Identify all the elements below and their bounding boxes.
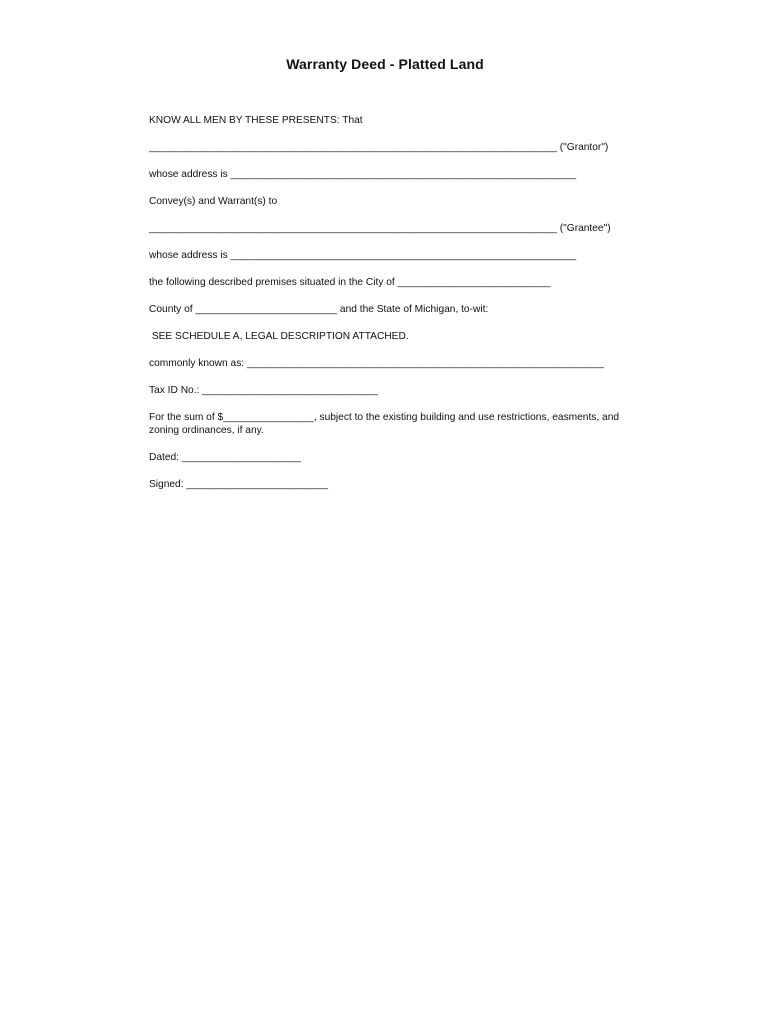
schedule-a-line: SEE SCHEDULE A, LEGAL DESCRIPTION ATTACHED. [149, 331, 409, 342]
grantor-address-line: whose address is _____________________________________________________________ [149, 169, 577, 180]
grantee-address-line: whose address is _____________________________________________________________ [149, 250, 577, 261]
commonly-known-as-line: commonly known as: _______________________________________________________________ [149, 358, 604, 369]
signed-line: Signed: _________________________ [149, 479, 329, 490]
convey-warrant-line: Convey(s) and Warrant(s) to [149, 196, 278, 207]
grantee-line: ________________________________________________________________________ ("Grantee") [149, 223, 611, 234]
premises-city-line: the following described premises situated in the City of ___________________________ [149, 277, 551, 288]
consideration-paragraph: For the sum of $________________, subject to the existing building and use restrictions, easments, and zoning ordinances, if any. [149, 412, 620, 436]
know-all-men-line: KNOW ALL MEN BY THESE PRESENTS: That [149, 115, 363, 126]
dated-line: Dated: _____________________ [149, 452, 301, 463]
document-title: Warranty Deed - Platted Land [286, 56, 484, 72]
tax-id-line: Tax ID No.: _______________________________ [149, 385, 378, 396]
grantor-line: ________________________________________________________________________ ("Grantor") [149, 142, 609, 153]
county-state-line: County of _________________________ and the State of Michigan, to-wit: [149, 304, 489, 315]
